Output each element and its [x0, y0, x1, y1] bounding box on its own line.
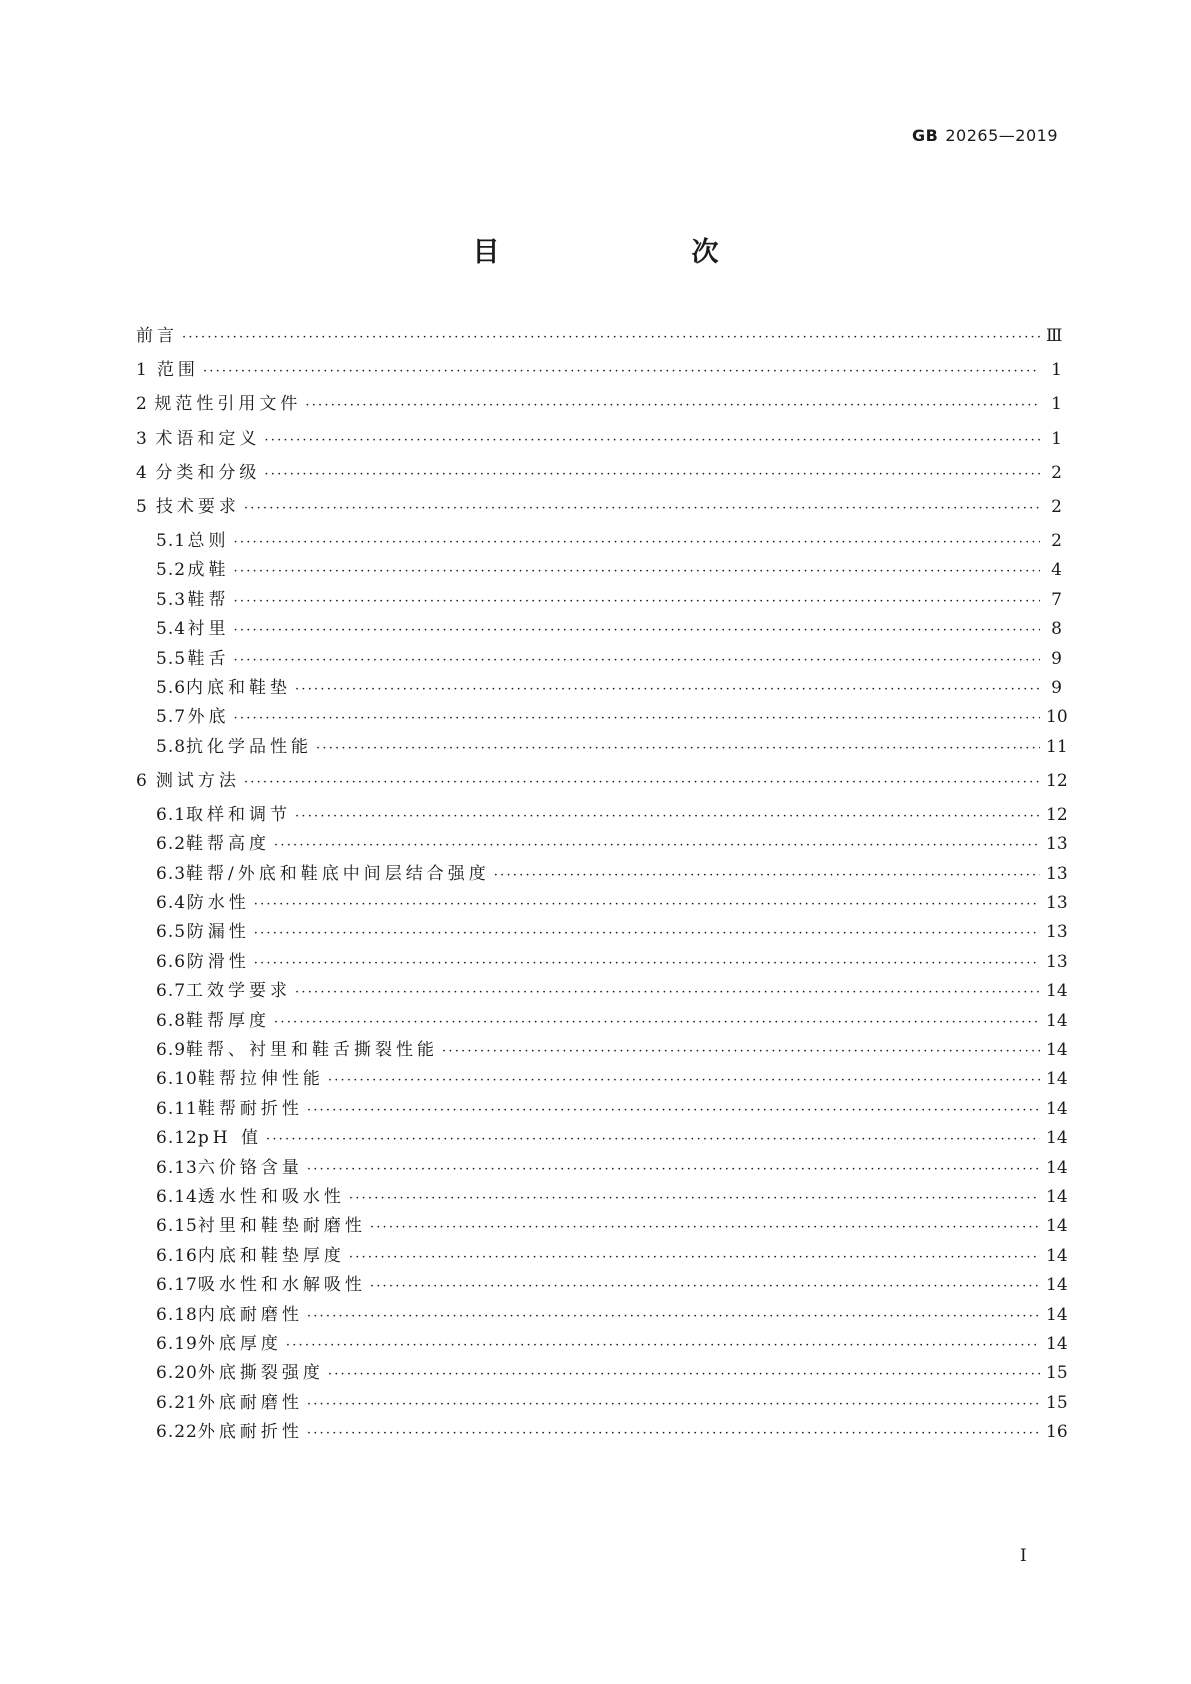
page-number: I — [1020, 1546, 1027, 1566]
toc-entry-number: 5.5 — [156, 648, 187, 669]
toc-entry-number: 5.7 — [156, 707, 187, 728]
toc-entry-title: 术语和定义 — [155, 428, 261, 449]
toc-entry-title: 抗化学品性能 — [186, 736, 313, 757]
toc-entry[interactable] — [156, 1391, 1068, 1415]
toc-entry-title: 防漏性 — [186, 922, 250, 943]
toc-entry-title: 衬里和鞋垫耐磨性 — [197, 1216, 366, 1237]
toc-entry-title: 范围 — [156, 360, 199, 381]
toc-entry-title: 内底和鞋垫 — [186, 678, 292, 698]
toc-entry[interactable] — [156, 676, 1062, 700]
toc-entry-page: 9 — [1051, 648, 1062, 669]
toc-entry[interactable] — [156, 803, 1068, 827]
toc-entry-page: 7 — [1051, 589, 1062, 610]
toc-entry-page: 9 — [1051, 678, 1062, 698]
toc-entry[interactable] — [156, 862, 1068, 886]
toc-entry-title: 前言 — [136, 326, 178, 346]
toc-leader-dots — [234, 531, 1040, 555]
toc-entry-title: 鞋帮/外底和鞋底中间层结合强度 — [186, 863, 490, 884]
toc-entry-title: 吸水性和水解吸性 — [197, 1275, 366, 1296]
toc-leader-dots — [295, 805, 1040, 829]
toc-leader-dots — [307, 1393, 1040, 1417]
toc-entry[interactable] — [156, 1361, 1068, 1385]
toc-leader-dots — [244, 497, 1040, 521]
toc-entry[interactable] — [156, 1244, 1068, 1268]
toc-entry-page: 13 — [1046, 863, 1068, 884]
toc-entry-number: 6.9 — [156, 1040, 187, 1060]
toc-entry[interactable] — [156, 1097, 1068, 1121]
toc-entry-title: 防水性 — [186, 893, 250, 913]
toc-entry-page: 14 — [1046, 1275, 1068, 1296]
toc-entry[interactable] — [136, 358, 1062, 382]
toc-leader-dots — [307, 1099, 1040, 1123]
toc-entry[interactable] — [156, 1303, 1068, 1327]
toc-entry[interactable] — [156, 1273, 1068, 1297]
toc-entry-number: 6.13 — [156, 1157, 198, 1178]
toc-entry-title: 成鞋 — [187, 560, 230, 581]
toc-entry[interactable] — [156, 1185, 1068, 1209]
page-title: 目 次 — [472, 237, 765, 268]
toc-entry-page: 14 — [1046, 1334, 1068, 1354]
toc-leader-dots — [234, 707, 1040, 731]
toc-entry[interactable] — [156, 1156, 1068, 1180]
toc-entry[interactable] — [156, 588, 1062, 612]
toc-entry-number: 6.2 — [156, 834, 187, 855]
toc-entry-page: 11 — [1046, 736, 1068, 757]
toc-entry-title: 测试方法 — [155, 770, 240, 791]
toc-leader-dots — [370, 1216, 1040, 1240]
toc-entry[interactable] — [156, 617, 1062, 641]
toc-entry-number: 6.15 — [156, 1216, 198, 1237]
toc-entry-number: 6.19 — [156, 1334, 198, 1354]
toc-entry[interactable] — [156, 1009, 1068, 1033]
toc-entry-title: 工效学要求 — [186, 981, 292, 1002]
toc-entry-page: 15 — [1046, 1363, 1068, 1384]
toc-entry-page: 14 — [1046, 1098, 1068, 1119]
standard-prefix: GB — [912, 126, 939, 145]
toc-entry-page: 2 — [1051, 497, 1062, 517]
toc-entry-page: 16 — [1046, 1422, 1068, 1443]
toc-entry-page: 2 — [1051, 531, 1062, 551]
standard-code — [912, 126, 1058, 145]
toc-entry-page: 12 — [1046, 770, 1068, 791]
toc-leader-dots — [254, 893, 1040, 917]
toc-leader-dots — [307, 1305, 1040, 1329]
toc-leader-dots — [370, 1275, 1040, 1299]
toc-entry-number: 6.5 — [156, 922, 187, 943]
toc-entry-page: 1 — [1051, 360, 1062, 381]
toc-entry[interactable] — [156, 1126, 1068, 1150]
toc-entry[interactable] — [156, 891, 1068, 915]
toc-entry-page: 14 — [1046, 1040, 1068, 1060]
toc-entry-number: 6.3 — [156, 863, 187, 884]
toc-entry[interactable] — [156, 832, 1068, 856]
toc-entry[interactable] — [156, 1332, 1068, 1356]
toc-entry[interactable] — [156, 920, 1068, 944]
toc-leader-dots — [305, 394, 1040, 418]
toc-leader-dots — [234, 649, 1040, 673]
toc-entry-number: 5.6 — [156, 678, 187, 698]
toc-entry[interactable] — [156, 1038, 1068, 1062]
toc-entry-title: 外底厚度 — [197, 1334, 282, 1354]
toc-leader-dots — [286, 1334, 1040, 1358]
toc-entry-page: 14 — [1046, 981, 1068, 1002]
toc-entry-title: 外底 — [187, 707, 230, 728]
toc-leader-dots — [307, 1422, 1040, 1446]
toc-entry-page: 14 — [1046, 1216, 1068, 1237]
toc-leader-dots — [274, 1011, 1040, 1035]
toc-entry-page: 13 — [1046, 893, 1068, 913]
toc-entry-page: 12 — [1046, 804, 1068, 825]
toc-entry-number: 6.18 — [156, 1304, 198, 1325]
toc-entry-number: 6.22 — [156, 1422, 198, 1443]
toc-entry-title: 取样和调节 — [186, 804, 292, 825]
toc-entry-page: 1 — [1051, 394, 1062, 415]
toc-entry[interactable] — [136, 769, 1068, 793]
toc-entry-number: 6.11 — [156, 1098, 198, 1119]
toc-leader-dots — [274, 834, 1040, 858]
toc-entry-page: 8 — [1051, 619, 1062, 640]
toc-leader-dots — [182, 326, 1040, 350]
toc-leader-dots — [307, 1158, 1040, 1182]
toc-leader-dots — [328, 1363, 1040, 1387]
toc-leader-dots — [349, 1187, 1040, 1211]
toc-leader-dots — [234, 560, 1040, 584]
toc-entry-number: 6.1 — [156, 804, 187, 825]
toc-leader-dots — [234, 619, 1040, 643]
toc-leader-dots — [244, 771, 1040, 795]
toc-entry[interactable] — [156, 647, 1062, 671]
toc-entry-page: 13 — [1046, 951, 1068, 972]
toc-entry-title: 透水性和吸水性 — [197, 1187, 345, 1207]
toc-entry[interactable] — [136, 392, 1062, 416]
toc-entry-number: 6 — [136, 770, 148, 791]
toc-leader-dots — [442, 1040, 1040, 1064]
toc-entry-page: 15 — [1046, 1392, 1068, 1413]
toc-entry-page: 14 — [1046, 1245, 1068, 1266]
toc-entry-number: 6.20 — [156, 1363, 198, 1384]
toc-entry[interactable] — [136, 461, 1062, 485]
toc-entry-title: 鞋帮厚度 — [186, 1010, 271, 1031]
toc-entry-page: 14 — [1046, 1157, 1068, 1178]
toc-entry[interactable] — [156, 558, 1062, 582]
toc-entry-page: 14 — [1046, 1010, 1068, 1031]
toc-entry-title: 内底耐磨性 — [197, 1304, 303, 1325]
toc-entry-page: 4 — [1051, 560, 1062, 581]
toc-entry[interactable] — [156, 1067, 1068, 1091]
toc-leader-dots — [254, 922, 1040, 946]
toc-entry-title: 鞋帮 — [187, 589, 230, 610]
toc-leader-dots — [264, 463, 1040, 487]
toc-entry-number: 6.14 — [156, 1187, 198, 1207]
toc-entry-number: 5.4 — [156, 619, 187, 640]
toc-entry-title: 鞋帮、衬里和鞋舌撕裂性能 — [186, 1040, 439, 1060]
toc-entry-number: 5.2 — [156, 560, 187, 581]
toc-leader-dots — [295, 678, 1040, 702]
toc-entry[interactable] — [156, 1420, 1068, 1444]
toc-entry[interactable] — [136, 495, 1062, 519]
toc-entry-number: 6.6 — [156, 951, 187, 972]
toc-leader-dots — [266, 1128, 1040, 1152]
toc-entry-number: 6.17 — [156, 1275, 198, 1296]
toc-leader-dots — [316, 737, 1040, 761]
toc-leader-dots — [494, 864, 1040, 888]
toc-entry-number: 6.4 — [156, 893, 187, 913]
toc-entry-title: 外底耐磨性 — [197, 1392, 303, 1413]
toc-entry-number: 6.21 — [156, 1392, 198, 1413]
toc-entry-title: 衬里 — [187, 619, 230, 640]
toc-entry-number: 1 — [136, 360, 148, 381]
toc-entry-title: 防滑性 — [186, 951, 250, 972]
toc-entry-title: 鞋舌 — [187, 648, 230, 669]
toc-leader-dots — [349, 1246, 1040, 1270]
toc-entry-number: 6.8 — [156, 1010, 187, 1031]
toc-entry-page: 13 — [1046, 922, 1068, 943]
toc-entry-page: 14 — [1046, 1128, 1068, 1149]
toc-entry[interactable] — [156, 735, 1068, 759]
toc-entry-number: 5.3 — [156, 589, 187, 610]
toc-entry[interactable] — [156, 1214, 1068, 1238]
toc-entry-number: 3 — [136, 428, 148, 449]
toc-entry-number: 5 — [136, 497, 148, 517]
toc-entry-title: 外底耐折性 — [197, 1422, 303, 1443]
toc-entry-title: 鞋帮耐折性 — [197, 1098, 303, 1119]
toc-entry-page: 14 — [1046, 1187, 1068, 1207]
toc-entry-title: 规范性引用文件 — [154, 394, 302, 415]
toc-entry-page: 13 — [1046, 834, 1068, 855]
toc-entry-page: 2 — [1051, 462, 1062, 483]
toc-entry[interactable] — [136, 427, 1062, 451]
toc-leader-dots — [295, 981, 1040, 1005]
toc-entry-title: 技术要求 — [155, 497, 240, 517]
toc-entry-number: 6.7 — [156, 981, 187, 1002]
toc-entry-number: 6.16 — [156, 1245, 198, 1266]
toc-entry-title: 分类和分级 — [155, 462, 261, 483]
toc-entry-title: 总则 — [187, 531, 230, 551]
toc-entry-number: 4 — [136, 462, 148, 483]
toc-entry-page: 1 — [1051, 428, 1062, 449]
toc-entry[interactable] — [156, 950, 1068, 974]
toc-entry-title: 六价铬含量 — [197, 1157, 303, 1178]
standard-number: 20265—2019 — [945, 126, 1058, 145]
toc-entry-number: 5.1 — [156, 531, 187, 551]
toc-entry[interactable] — [156, 529, 1062, 553]
toc-entry[interactable] — [156, 979, 1068, 1003]
toc-entry-number: 5.8 — [156, 736, 187, 757]
toc-leader-dots — [254, 952, 1040, 976]
toc-entry-title: 鞋帮高度 — [186, 834, 271, 855]
toc-entry[interactable] — [156, 705, 1068, 729]
toc-entry-page: 14 — [1046, 1069, 1068, 1090]
toc-leader-dots — [264, 429, 1040, 453]
toc-entry-title: 外底撕裂强度 — [197, 1363, 324, 1384]
toc-entry[interactable] — [136, 324, 1062, 348]
toc-entry-page: Ⅲ — [1046, 326, 1063, 346]
toc-entry-page: 14 — [1046, 1304, 1068, 1325]
toc-entry-title: 鞋帮拉伸性能 — [197, 1069, 324, 1090]
toc-leader-dots — [203, 360, 1040, 384]
toc-leader-dots — [328, 1069, 1040, 1093]
toc-entry-number: 2 — [136, 394, 148, 415]
toc-leader-dots — [234, 590, 1040, 614]
toc-entry-title: pH 值 — [197, 1128, 262, 1149]
toc-entry-page: 10 — [1046, 707, 1068, 728]
toc-entry-title: 内底和鞋垫厚度 — [197, 1245, 345, 1266]
toc-entry-number: 6.10 — [156, 1069, 198, 1090]
toc-entry-number: 6.12 — [156, 1128, 198, 1149]
